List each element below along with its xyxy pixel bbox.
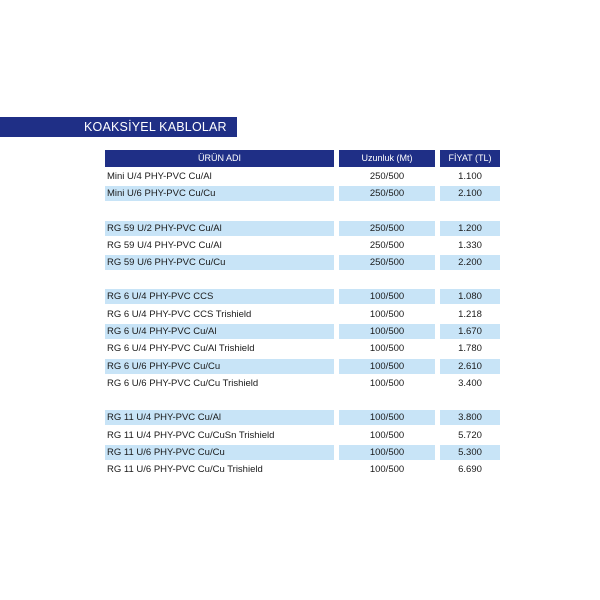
table-row <box>105 221 500 238</box>
section-title-band <box>0 117 237 137</box>
length-cell: 100/500 <box>369 429 405 441</box>
table-row <box>105 410 500 427</box>
table-row <box>105 307 500 324</box>
product-name-cell: RG 6 U/4 PHY-PVC Cu/Al Trishield <box>107 343 255 355</box>
table-body <box>105 169 500 479</box>
section-title: KOAKSİYEL KABLOLAR <box>84 120 227 134</box>
length-cell: 100/500 <box>369 343 405 355</box>
table-row <box>105 376 500 393</box>
price-cell: 5.300 <box>440 445 500 460</box>
product-name-cell: Mini U/6 PHY-PVC Cu/Cu <box>105 186 334 201</box>
group-spacer <box>105 393 500 410</box>
product-name-cell: RG 59 U/2 PHY-PVC Cu/Al <box>105 221 334 236</box>
length-cell: 250/500 <box>339 255 435 270</box>
price-cell: 3.800 <box>440 410 500 425</box>
product-name-cell: RG 6 U/6 PHY-PVC Cu/Cu Trishield <box>107 377 259 389</box>
product-name-cell: RG 6 U/4 PHY-PVC CCS <box>105 289 334 304</box>
table-row <box>105 359 500 376</box>
table-row <box>105 289 500 306</box>
price-cell: 1.780 <box>458 343 482 355</box>
price-cell: 1.218 <box>458 308 482 320</box>
header-product-name: ÜRÜN ADI <box>105 150 334 167</box>
table-row <box>105 462 500 479</box>
price-cell: 2.100 <box>440 186 500 201</box>
header-length: Uzunluk (Mt) <box>339 150 435 167</box>
table-header <box>105 150 500 167</box>
price-cell: 2.610 <box>440 359 500 374</box>
price-cell: 2.200 <box>440 255 500 270</box>
length-cell: 100/500 <box>339 359 435 374</box>
header-price: FİYAT (TL) <box>440 150 500 167</box>
table-row <box>105 186 500 203</box>
product-name-cell: RG 6 U/6 PHY-PVC Cu/Cu <box>105 359 334 374</box>
table-row <box>105 341 500 358</box>
product-name-cell: RG 11 U/4 PHY-PVC Cu/Al <box>105 410 334 425</box>
price-cell: 1.100 <box>458 171 482 182</box>
price-cell: 1.670 <box>440 324 500 339</box>
length-cell: 250/500 <box>339 186 435 201</box>
group-spacer <box>105 204 500 221</box>
length-cell: 100/500 <box>369 377 405 389</box>
group-spacer <box>105 272 500 289</box>
price-cell: 5.720 <box>458 429 482 441</box>
length-cell: 250/500 <box>369 239 405 251</box>
table-row <box>105 238 500 255</box>
length-cell: 100/500 <box>369 464 405 476</box>
table-row <box>105 428 500 445</box>
price-cell: 6.690 <box>458 464 482 476</box>
length-cell: 100/500 <box>339 410 435 425</box>
table-row <box>105 324 500 341</box>
table-row <box>105 169 500 186</box>
product-name-cell: RG 59 U/4 PHY-PVC Cu/Al <box>107 239 222 251</box>
product-name-cell: RG 11 U/6 PHY-PVC Cu/Cu Trishield <box>107 464 263 476</box>
length-cell: 100/500 <box>369 308 405 320</box>
length-cell: 250/500 <box>339 221 435 236</box>
length-cell: 100/500 <box>339 324 435 339</box>
price-cell: 1.200 <box>440 221 500 236</box>
length-cell: 100/500 <box>339 445 435 460</box>
product-name-cell: RG 11 U/6 PHY-PVC Cu/Cu <box>105 445 334 460</box>
product-name-cell: RG 59 U/6 PHY-PVC Cu/Cu <box>105 255 334 270</box>
product-name-cell: RG 6 U/4 PHY-PVC Cu/Al <box>105 324 334 339</box>
price-table <box>105 150 500 479</box>
length-cell: 250/500 <box>369 171 405 182</box>
table-row <box>105 255 500 272</box>
length-cell: 100/500 <box>339 289 435 304</box>
price-cell: 1.080 <box>440 289 500 304</box>
product-name-cell: RG 11 U/4 PHY-PVC Cu/CuSn Trishield <box>107 429 275 441</box>
product-name-cell: Mini U/4 PHY-PVC Cu/Al <box>107 171 212 182</box>
price-cell: 3.400 <box>458 377 482 389</box>
price-cell: 1.330 <box>458 239 482 251</box>
product-name-cell: RG 6 U/4 PHY-PVC CCS Trishield <box>107 308 252 320</box>
table-row <box>105 445 500 462</box>
